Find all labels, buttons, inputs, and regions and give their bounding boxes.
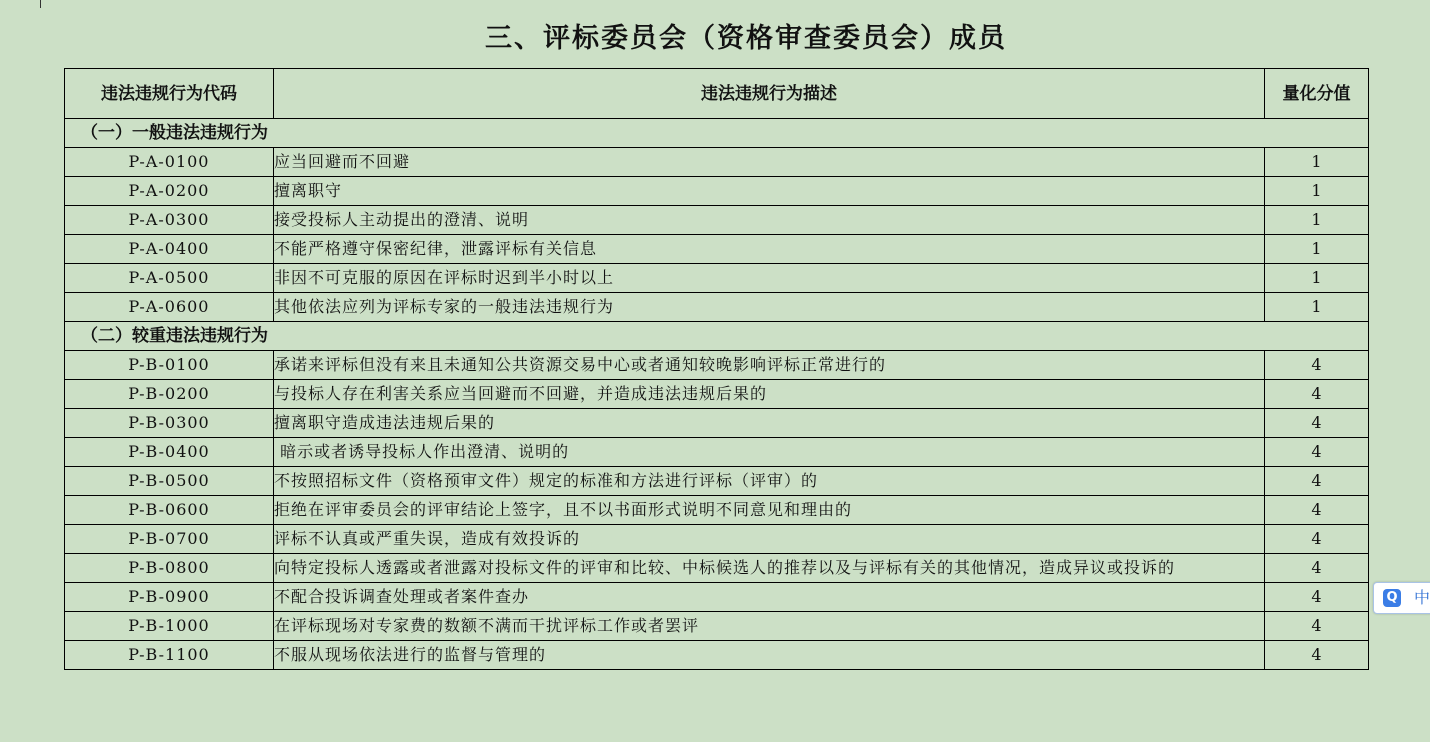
table-row [65,438,1369,467]
row-description: 其他依法应列为评标专家的一般违法违规行为 [274,293,1265,322]
row-description: 不按照招标文件（资格预审文件）规定的标准和方法进行评标（评审）的 [274,467,1265,496]
header-code: 违法违规行为代码 [65,69,274,119]
row-description: 不服从现场依法进行的监督与管理的 [274,641,1265,670]
row-description: 拒绝在评审委员会的评审结论上签字，且不以书面形式说明不同意见和理由的 [274,496,1265,525]
row-code: P-B-0300 [65,409,274,438]
row-code: P-B-0800 [65,554,274,583]
row-score: 1 [1265,177,1369,206]
row-code: P-B-0400 [65,438,274,467]
header-description: 违法违规行为描述 [274,69,1265,119]
row-score: 4 [1265,409,1369,438]
row-score: 4 [1265,525,1369,554]
table-row [65,612,1369,641]
table-row [65,235,1369,264]
row-description: 评标不认真或严重失误，造成有效投诉的 [274,525,1265,554]
table-row [65,467,1369,496]
row-code: P-B-0500 [65,467,274,496]
row-description: 不配合投诉调查处理或者案件查办 [274,583,1265,612]
text-cursor-mark [40,0,41,8]
table-row [65,525,1369,554]
table-row [65,177,1369,206]
section-label: （一）一般违法违规行为 [65,119,1369,148]
row-score: 4 [1265,438,1369,467]
row-code: P-B-0100 [65,351,274,380]
table-header-row [65,69,1369,119]
row-description: 暗示或者诱导投标人作出澄清、说明的 [274,438,1265,467]
ime-language-toggle[interactable]: 中 [1414,588,1430,607]
row-score: 1 [1265,206,1369,235]
ime-toolbar[interactable] [1373,582,1430,614]
row-score: 4 [1265,380,1369,409]
table-row [65,380,1369,409]
sogou-q-icon[interactable]: Q [1383,589,1401,607]
table-row [65,206,1369,235]
table-row [65,583,1369,612]
row-code: P-A-0500 [65,264,274,293]
header-score: 量化分值 [1265,69,1369,119]
row-description: 擅离职守 [274,177,1265,206]
row-description: 非因不可克服的原因在评标时迟到半小时以上 [274,264,1265,293]
row-description: 向特定投标人透露或者泄露对投标文件的评审和比较、中标候选人的推荐以及与评标有关的其他情况，造成异议或投诉的 [274,554,1265,583]
table-row [65,148,1369,177]
row-score: 4 [1265,583,1369,612]
row-code: P-B-0700 [65,525,274,554]
row-code: P-A-0100 [65,148,274,177]
row-description: 与投标人存在利害关系应当回避而不回避，并造成违法违规后果的 [274,380,1265,409]
row-code: P-B-0900 [65,583,274,612]
violations-table [64,68,1369,670]
row-code: P-A-0400 [65,235,274,264]
row-score: 1 [1265,264,1369,293]
row-score: 1 [1265,235,1369,264]
row-code: P-A-0600 [65,293,274,322]
row-code: P-B-1000 [65,612,274,641]
row-description: 承诺来评标但没有来且未通知公共资源交易中心或者通知较晚影响评标正常进行的 [274,351,1265,380]
row-score: 4 [1265,554,1369,583]
row-score: 4 [1265,351,1369,380]
section-row [65,322,1369,351]
row-code: P-B-0600 [65,496,274,525]
table-row [65,496,1369,525]
row-description: 应当回避而不回避 [274,148,1265,177]
row-score: 4 [1265,467,1369,496]
row-score: 4 [1265,496,1369,525]
section-label: （二）较重违法违规行为 [65,322,1369,351]
row-code: P-A-0200 [65,177,274,206]
row-score: 1 [1265,293,1369,322]
table-row [65,641,1369,670]
section-row [65,119,1369,148]
page-title: 三、评标委员会（资格审查委员会）成员 [485,23,1007,54]
row-description: 在评标现场对专家费的数额不满而干扰评标工作或者罢评 [274,612,1265,641]
row-description: 接受投标人主动提出的澄清、说明 [274,206,1265,235]
row-code: P-B-0200 [65,380,274,409]
row-score: 4 [1265,641,1369,670]
row-score: 1 [1265,148,1369,177]
table-row [65,351,1369,380]
table-body [65,119,1369,670]
row-description: 不能严格遵守保密纪律，泄露评标有关信息 [274,235,1265,264]
row-score: 4 [1265,612,1369,641]
row-code: P-B-1100 [65,641,274,670]
table-row [65,293,1369,322]
table-row [65,554,1369,583]
table-row [65,264,1369,293]
row-description: 擅离职守造成违法违规后果的 [274,409,1265,438]
row-code: P-A-0300 [65,206,274,235]
table-row [65,409,1369,438]
